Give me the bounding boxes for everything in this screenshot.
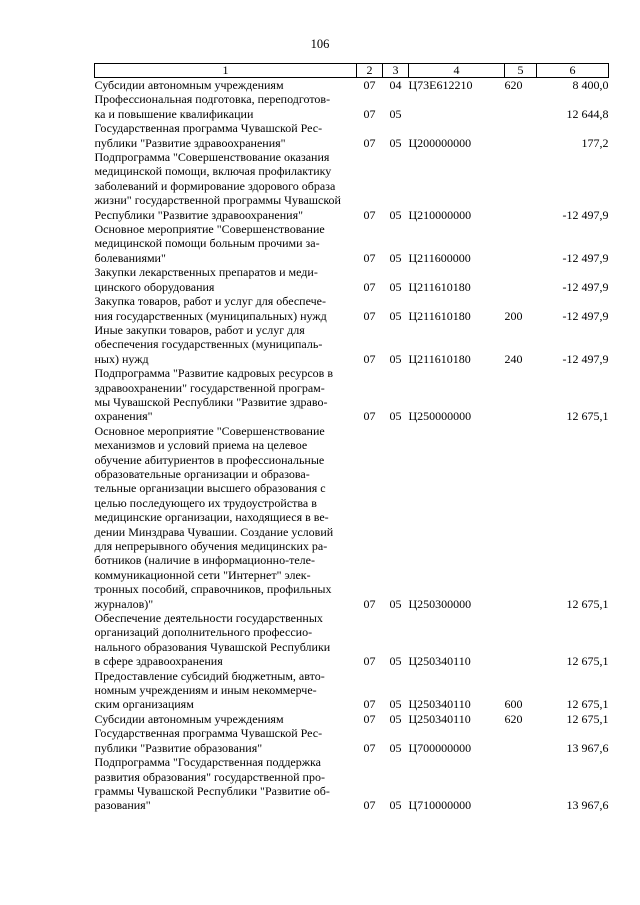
amount: 12 675,1	[566, 711, 609, 726]
subsection-code: 05	[389, 135, 402, 150]
target-article-code	[409, 92, 505, 121]
amount: -12 497,9	[562, 250, 609, 265]
section-code: 07	[363, 596, 376, 611]
section-code: 07	[363, 798, 376, 813]
row-name-line: охранения"	[94, 409, 153, 424]
amount: 177,2	[581, 135, 609, 150]
row-name-line: Предоставление субсидий бюджетным, авто-	[94, 668, 325, 683]
row-name	[95, 366, 357, 424]
target-article-code: Ц250300000	[408, 596, 472, 611]
amount: 12 675,1	[566, 697, 609, 712]
target-article-code: Ц200000000	[408, 135, 472, 150]
subsection-code: 05	[389, 654, 402, 669]
row-name-line: номным учреждениям и иным некоммерче-	[94, 683, 317, 698]
row-name	[95, 424, 357, 611]
budget-table	[94, 63, 609, 813]
section-code: 07	[363, 711, 376, 726]
header-row	[95, 64, 609, 78]
table-row	[95, 78, 609, 93]
row-name-line: коммуникационной сети "Интернет" элек-	[94, 567, 311, 582]
row-name-line: цинского оборудования	[94, 279, 215, 294]
subsection-code: 04	[389, 78, 402, 92]
column-header-1: 1	[95, 64, 357, 78]
row-name-line: болеваниями"	[94, 250, 166, 265]
column-header-4: 4	[409, 64, 505, 78]
row-name-line: Субсидии автономным учреждениям	[94, 711, 284, 726]
row-name-line: здравоохранении" государственной програм-	[94, 380, 325, 395]
section-code: 07	[363, 135, 376, 150]
row-name-line: медицинской помощи, включая профилактику	[94, 164, 332, 179]
section-code: 07	[363, 106, 376, 121]
expense-type-code	[505, 726, 537, 755]
amount: 12 675,1	[566, 409, 609, 424]
row-name-line: Основное мероприятие "Совершенствование	[94, 423, 325, 438]
amount: -12 497,9	[562, 351, 609, 366]
amount: 12 675,1	[566, 596, 609, 611]
column-header-2: 2	[357, 64, 383, 78]
table-row	[95, 366, 609, 424]
row-name-line: Государственная программа Чувашской Рес-	[94, 121, 323, 136]
row-name-line: образовательные организации и образова-	[94, 466, 310, 481]
row-name	[95, 265, 357, 294]
section-code: 07	[363, 279, 376, 294]
row-name-line: Республики "Развитие здравоохранения"	[94, 207, 303, 222]
row-name	[95, 323, 357, 366]
table-body	[95, 78, 609, 813]
target-article-code: Ц211610180	[408, 279, 471, 294]
table-row	[95, 265, 609, 294]
target-article-code: Ц211610180	[408, 351, 471, 366]
row-name	[95, 121, 357, 150]
expense-type-code	[505, 424, 537, 611]
row-name-line: публики "Развитие здравоохранения"	[94, 135, 286, 150]
page-number: 106	[310, 37, 330, 51]
subsection-code: 05	[389, 308, 402, 323]
target-article-code: Ц73Е612210	[408, 78, 473, 92]
table-row	[95, 669, 609, 712]
row-name-line: Закупки лекарственных препаратов и меди-	[94, 265, 318, 280]
section-code: 07	[363, 351, 376, 366]
table-row	[95, 611, 609, 669]
amount: -12 497,9	[562, 279, 609, 294]
subsection-code: 05	[389, 279, 402, 294]
row-name-line: медицинские организации, находящиеся в ве-	[94, 510, 329, 525]
section-code: 07	[363, 740, 376, 755]
expense-type-code: 240	[504, 351, 523, 366]
amount: 13 967,6	[566, 798, 609, 813]
target-article-code: Ц250340110	[408, 697, 471, 712]
expense-type-code: 200	[504, 308, 523, 323]
target-article-code: Ц211600000	[408, 250, 471, 265]
table-row	[95, 222, 609, 265]
section-code: 07	[363, 697, 376, 712]
subsection-code: 05	[389, 697, 402, 712]
row-name	[95, 669, 357, 712]
row-name-line: обучение абитуриентов в профессиональные	[94, 452, 325, 467]
row-name-line: медицинской помощи больным прочими за-	[94, 236, 320, 251]
row-name	[95, 222, 357, 265]
target-article-code: Ц710000000	[408, 798, 472, 813]
section-code: 07	[363, 207, 376, 222]
amount: 12 675,1	[566, 654, 609, 669]
section-code: 07	[363, 654, 376, 669]
row-name-line: ных) нужд	[94, 351, 149, 366]
amount: -12 497,9	[562, 308, 609, 323]
row-name-line: Основное мероприятие "Совершенствование	[94, 222, 325, 237]
section-code: 07	[363, 308, 376, 323]
column-header-6: 6	[537, 64, 609, 78]
row-name-line: жизни" государственной программы Чувашской	[94, 193, 341, 208]
table-row	[95, 121, 609, 150]
table-row	[95, 726, 609, 755]
subsection-code: 05	[389, 250, 402, 265]
row-name-line: Иные закупки товаров, работ и услуг для	[94, 322, 305, 337]
expense-type-code	[505, 150, 537, 222]
row-name-line: нального образования Чувашской Республики	[94, 639, 331, 654]
subsection-code: 05	[389, 351, 402, 366]
row-name-line: заболеваний и формирование здорового образа	[94, 178, 336, 193]
row-name-line: тронных пособий, справочников, профильных	[94, 582, 332, 597]
expense-type-code: 620	[504, 78, 523, 92]
row-name-line: разования"	[94, 798, 151, 813]
subsection-code: 05	[389, 106, 402, 121]
subsection-code: 05	[389, 409, 402, 424]
subsection-code: 05	[389, 711, 402, 726]
amount: 12 644,8	[566, 106, 609, 121]
row-name-line: в сфере здравоохранения	[94, 654, 223, 669]
expense-type-code: 600	[504, 697, 523, 712]
row-name-line: обеспечения государственных (муниципаль-	[94, 337, 323, 352]
subsection-code: 05	[389, 740, 402, 755]
row-name	[95, 726, 357, 755]
section-code: 07	[363, 409, 376, 424]
row-name-line: для непрерывного обучения медицинских ра-	[94, 539, 328, 553]
row-name	[95, 755, 357, 813]
target-article-code: Ц700000000	[408, 740, 472, 755]
row-name-line: Подпрограмма "Развитие кадровых ресурсов в	[94, 366, 334, 381]
amount: 13 967,6	[566, 740, 609, 755]
table-row	[95, 424, 609, 611]
target-article-code: Ц250340110	[408, 654, 471, 669]
row-name-line: Профессиональная подготовка, переподготов-	[94, 92, 331, 107]
row-name-line: организаций дополнительного профессио-	[94, 625, 313, 640]
row-name-line: Субсидии автономным учреждениям	[94, 78, 284, 92]
expense-type-code	[505, 611, 537, 669]
row-name	[95, 611, 357, 669]
target-article-code: Ц210000000	[408, 207, 472, 222]
table-row	[95, 712, 609, 726]
target-article-code: Ц211610180	[408, 308, 471, 323]
expense-type-code	[505, 222, 537, 265]
row-name-line: ботников (наличие в информационно-теле-	[94, 553, 315, 568]
column-header-3: 3	[383, 64, 409, 78]
expense-type-code	[505, 265, 537, 294]
row-name	[95, 712, 357, 726]
table-header	[95, 64, 609, 78]
row-name-line: граммы Чувашской Республики "Развитие об-	[94, 783, 330, 798]
row-name-line: механизмов и условий приема на целевое	[94, 438, 308, 453]
table-row	[95, 92, 609, 121]
amount: 8 400,0	[572, 78, 609, 92]
subsection-code: 05	[389, 798, 402, 813]
row-name-line: дении Минздрава Чувашии. Создание условий	[94, 524, 334, 539]
row-name	[95, 92, 357, 121]
row-name-line: ния государственных (муниципальных) нужд	[94, 308, 327, 323]
row-name-line: Закупка товаров, работ и услуг для обеспече-	[94, 294, 326, 309]
row-name-line: Государственная программа Чувашской Рес-	[94, 726, 323, 741]
expense-type-code	[505, 121, 537, 150]
row-name-line: развития образования" государственной про-	[94, 769, 325, 784]
expense-type-code	[505, 755, 537, 813]
target-article-code: Ц250000000	[408, 409, 472, 424]
amount: -12 497,9	[562, 207, 609, 222]
column-header-5: 5	[505, 64, 537, 78]
subsection-code: 05	[389, 596, 402, 611]
expense-type-code	[505, 366, 537, 424]
row-name	[95, 78, 357, 93]
row-name-line: целью последующего их трудоустройства в	[94, 495, 317, 510]
row-name-line: Подпрограмма "Совершенствование оказания	[94, 150, 330, 165]
row-name-line: тельные организации высшего образования с	[94, 481, 326, 496]
row-name-line: мы Чувашской Республики "Развитие здраво-	[94, 394, 328, 409]
row-name-line: публики "Развитие образования"	[94, 740, 263, 755]
section-code: 07	[363, 78, 376, 92]
row-name-line: ка и повышение квалификации	[94, 106, 254, 121]
row-name-line: Подпрограмма "Государственная поддержка	[94, 755, 322, 770]
expense-type-code: 620	[504, 711, 523, 726]
table-row	[95, 294, 609, 323]
row-name	[95, 150, 357, 222]
subsection-code: 05	[389, 207, 402, 222]
table-row	[95, 150, 609, 222]
target-article-code: Ц250340110	[408, 711, 471, 726]
expense-type-code	[505, 92, 537, 121]
table-row	[95, 323, 609, 366]
row-name-line: журналов)"	[94, 596, 154, 611]
row-name-line: Обеспечение деятельности государственных	[94, 611, 323, 626]
section-code: 07	[363, 250, 376, 265]
table-row	[95, 755, 609, 813]
row-name-line: ским организациям	[94, 697, 194, 712]
row-name	[95, 294, 357, 323]
